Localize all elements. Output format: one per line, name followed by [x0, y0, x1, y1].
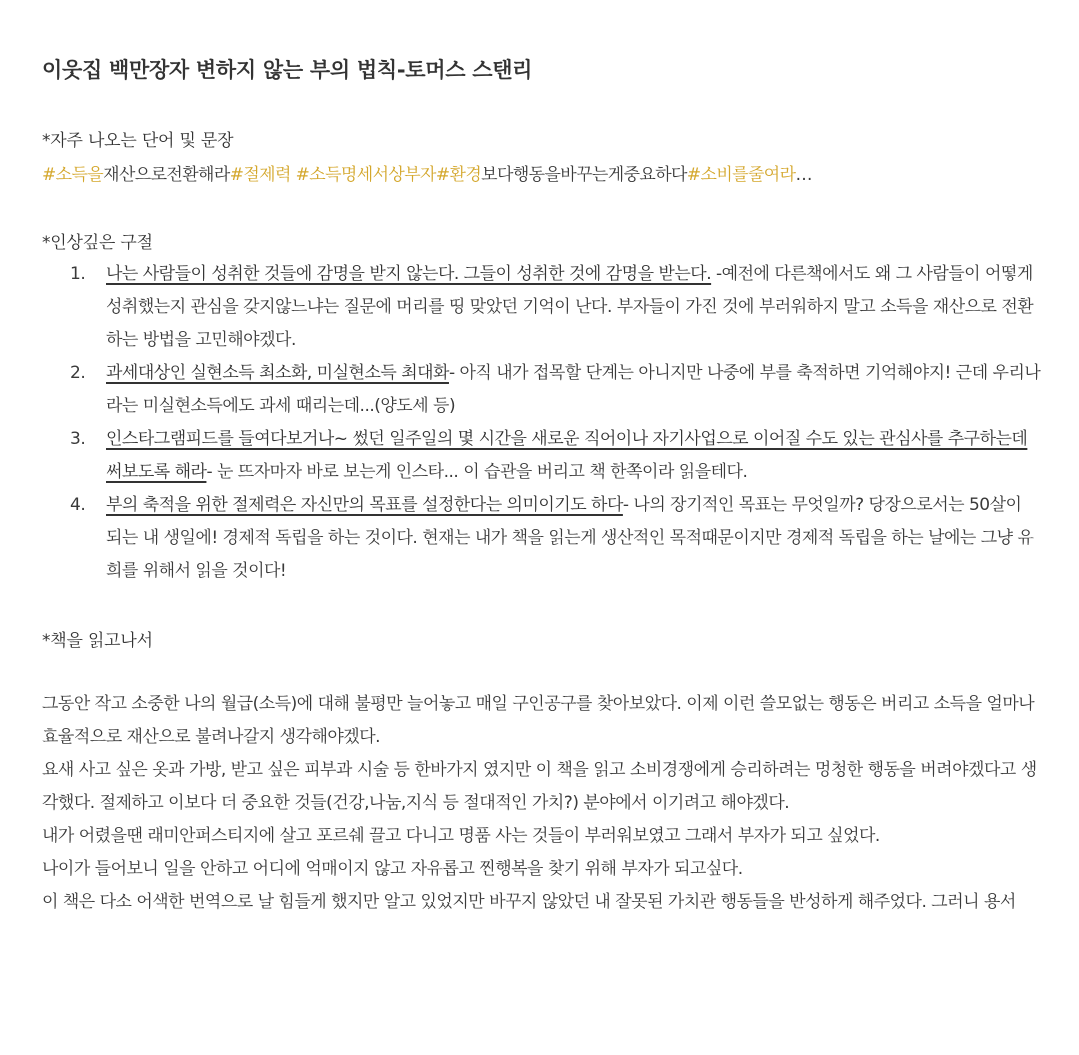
hashtag: #절제력: [229, 165, 291, 185]
frequent-words-heading: *자주 나오는 단어 및 문장: [42, 131, 234, 151]
list-item: [42, 489, 1042, 588]
paragraph: 이 책은 다소 어색한 번역으로 날 힘들게 했지만 알고 있었지만 바꾸지 않았던 내 잘못된 가치관 행동들을 반성하게 해주었다. 그러니 용서: [42, 892, 1016, 912]
quotes-heading: *인상깊은 구절: [42, 233, 153, 253]
hashtag-line: [42, 160, 812, 185]
quotes-list: [42, 258, 1042, 588]
page-title: 이웃집 백만장자 변하지 않는 부의 법칙-토머스 스탠리: [42, 58, 533, 82]
quote-comment: - 눈 뜨자마자 바로 보는게 인스타... 이 습관을 버리고 책 한쪽이라 읽을테다.: [206, 462, 748, 482]
paragraph: 나이가 들어보니 일을 안하고 어디에 억매이지 않고 자유롭고 찐행복을 찾기 위해 부자가 되고싶다.: [42, 859, 743, 879]
list-number: 3.: [70, 429, 86, 449]
list-item: [42, 258, 1042, 357]
underlined-quote: 부의 축적을 위한 절제력은 자신만의 목표를 설정한다는 의미이기도 하다: [106, 495, 623, 515]
list-number: 2.: [70, 363, 86, 383]
hashtag-text: 보다행동을바꾸는게중요하다: [481, 165, 687, 185]
paragraph: 그동안 작고 소중한 나의 월급(소득)에 대해 불평만 늘어놓고 매일 구인공구를 찾아보았다. 이제 이런 쓸모없는 행동은 버리고 소득을 얼마나 효율적으로 재산으로 불려나갈지 생각해야겠다.: [42, 694, 1035, 747]
hashtag: #소득을: [42, 165, 104, 185]
hashtag: #소득명세서상부자: [295, 165, 436, 185]
underlined-quote: 과세대상인 실현소득 최소화, 미실현소득 최대화: [106, 363, 449, 383]
underlined-quote: 인스타그램피드를 들여다보거나~ 썼던 일주일의 몇 시간을 새로운 직어이나 자기사업으로 이어질 수도 있는 관심사를 추구하는데 써보도록 해라: [106, 429, 1028, 482]
hashtag: #소비를줄여라: [686, 165, 796, 185]
hashtag-text: 재산으로전환해라: [103, 165, 230, 185]
list-number: 4.: [70, 495, 86, 515]
hashtag: #환경: [435, 165, 482, 185]
after-reading-heading: *책을 읽고나서: [42, 631, 153, 651]
quote-comment: - 나의 장기적인 목표는 무엇일까? 당장으로서는 50살이 되는 내 생일에! 경제적 독립을 하는 것이다. 현재는 내가 책을 읽는게 생산적인 목적때문이지만 경제적 독립을 하는 날에는 그냥 유희를 위해서 읽을 것이다!: [106, 495, 1034, 581]
list-number: 1.: [70, 264, 86, 284]
paragraph: 내가 어렸을땐 래미안퍼스티지에 살고 포르쉐 끌고 다니고 명품 사는 것들이 부러워보였고 그래서 부자가 되고 싶었다.: [42, 826, 880, 846]
list-item: [42, 423, 1042, 489]
hashtag-ellipsis: …: [795, 165, 812, 185]
paragraph: 요새 사고 싶은 옷과 가방, 받고 싶은 피부과 시술 등 한바가지 였지만 이 책을 읽고 소비경쟁에게 승리하려는 멍청한 행동을 버려야겠다고 생각했다. 절제하고 이보다 더 중요한 것들(건강,나눔,지식 등 절대적인 가치?) 분야에서 이기려고 해야겠다.: [42, 760, 1037, 813]
list-item: [42, 357, 1042, 423]
after-reading-body: [42, 688, 1047, 919]
underlined-quote: 나는 사람들이 성취한 것들에 감명을 받지 않는다. 그들이 성취한 것에 감명을 받는다.: [106, 264, 712, 284]
quote-comment: -예전에 다른책에서도 왜 그 사람들이 어떻게 성취했는지 관심을 갖지않느냐는 질문에 머리를 띵 맞았던 기억이 난다. 부자들이 가진 것에 부러워하지 말고 소득을 재산으로 전환하는 방법을 고민해야겠다.: [106, 264, 1034, 350]
quote-comment: - 아직 내가 접목할 단계는 아니지만 나중에 부를 축적하면 기억해야지! 근데 우리나라는 미실현소득에도 과세 때리는데...(양도세 등): [106, 363, 1041, 416]
